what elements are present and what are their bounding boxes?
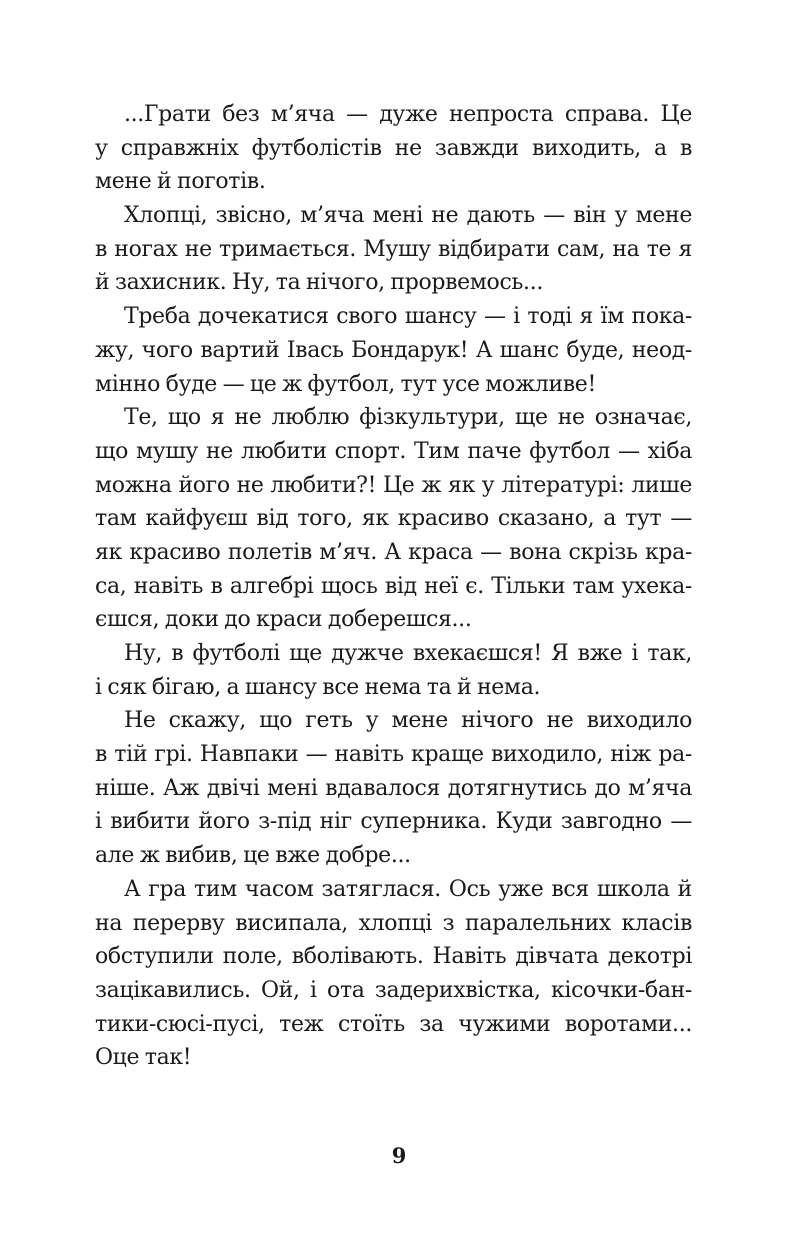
text-line: Те, що я не люблю фізкультури, ще не означає, <box>124 405 692 431</box>
text-line: Ну, в футболі ще дужче вхекаєшся! Я вже і так, <box>124 641 692 666</box>
text-line: й захисник. Ну, та нічого, прорвемось... <box>95 270 543 296</box>
text-line: А гра тим часом затяглася. Ось уже вся школа й <box>124 876 692 902</box>
paragraph <box>95 199 692 300</box>
body-text <box>95 98 692 1075</box>
text-line: жу, чого вартий Івась Бондарук! А шанс буде, неод- <box>95 337 692 363</box>
paragraph <box>95 704 692 872</box>
paragraph <box>95 98 692 199</box>
paragraph <box>95 401 692 637</box>
paragraph <box>95 637 692 704</box>
text-line: в ногах не тримається. Мушу відбирати сам, на те я <box>95 236 692 262</box>
page-number: 9 <box>391 1143 407 1168</box>
text-line: єшся, доки до краси доберешся... <box>95 607 472 633</box>
text-line: тики-сюсі-пусі, теж стоїть за чужими воротами... <box>95 1011 692 1037</box>
text-line: у справжніх футболістів не завжди виходить, а в <box>95 135 692 161</box>
text-line: мінно буде — це ж футбол, тут усе можливе! <box>95 371 596 397</box>
text-line: обступили поле, вболівають. Навіть дівчата декотрі <box>95 944 692 970</box>
text-line: мене й поготів. <box>95 169 266 195</box>
text-line: можна його не любити?! Це ж як у літературі: лише <box>95 472 692 498</box>
text-line: са, навіть в алгебрі щось від неї є. Тільки там ухека- <box>95 573 692 599</box>
text-line: Треба дочекатися свого шансу — і тоді я їм пока- <box>124 304 692 330</box>
text-line: що мушу не любити спорт. Тим паче футбол — хіба <box>95 438 692 464</box>
text-line: і вибити його з-під ніг суперника. Куди завгодно — <box>95 809 692 835</box>
text-line: і сяк бігаю, а шансу все нема та й нема. <box>95 674 541 700</box>
text-line: на перерву висипала, хлопці з паралельних класів <box>95 910 692 936</box>
text-line: ...Грати без м’яча — дуже непроста справа. Це <box>124 102 692 127</box>
paragraph <box>95 300 692 401</box>
text-line: але ж вибив, це вже добре... <box>95 843 411 869</box>
text-line: Не скажу, що геть у мене нічого не виходило <box>124 708 692 734</box>
text-line: ніше. Аж двічі мені вдавалося дотягнутись до м’яча <box>95 775 692 801</box>
text-line: Оце так! <box>95 1045 192 1071</box>
text-line: Хлопці, звісно, м’яча мені не дають — він у мене <box>124 203 692 229</box>
text-line: там кайфуєш від того, як красиво сказано, а тут — <box>95 506 692 532</box>
text-line: в тій грі. Навпаки — навіть краще виходило, ніж ра- <box>95 742 692 768</box>
text-line: як красиво полетів м’яч. А краса — вона скрізь кра- <box>95 539 692 565</box>
paragraph <box>95 873 692 1075</box>
text-line: зацікавились. Ой, і ота задерихвістка, кісочки-бан- <box>95 977 692 1003</box>
